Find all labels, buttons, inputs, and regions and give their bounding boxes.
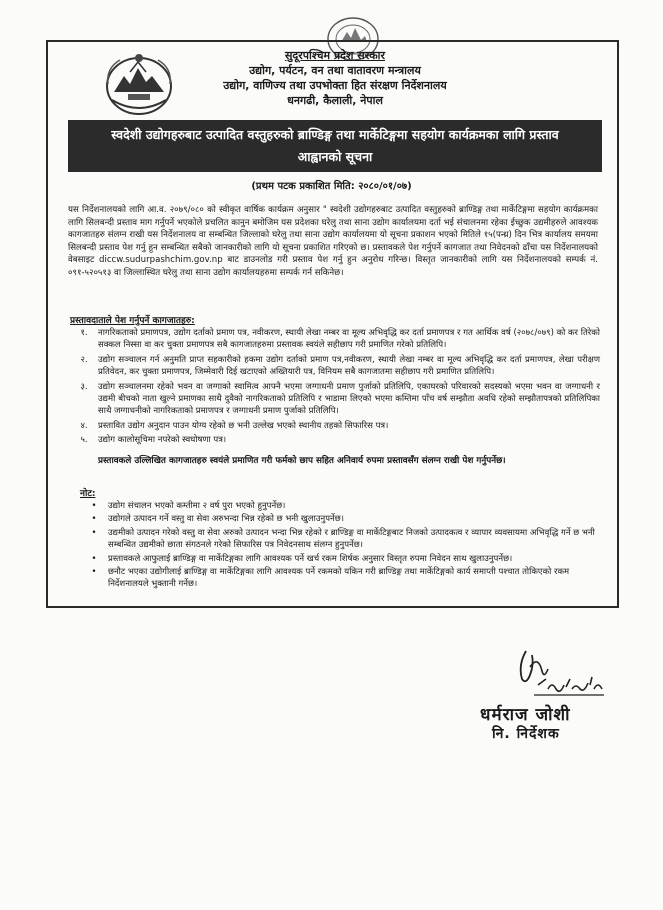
note-text: उद्योग संचालन भएको कम्तीमा २ वर्ष पुरा भएको हुनुपर्नेछ। <box>108 501 286 511</box>
item-text: नागरिकताको प्रमाणपत्र, उद्योग दर्ताको प्रमाण पत्र, नवीकरण, स्थायी लेखा नम्बर वा मूल्य अभिवृद्धि कर दर्ता प्रमाणपत्र र गत आर्थिक वर्ष (२०७८/०७९) को कर तिरेको सक्कल निस्सा वा कर चुक्ता प्रमाणपत्र सबै कागजातहरुमा प्रस्तावक स्वयंले सहीछाप गरी प्रमाणित गरेको प्रतिलिपि। <box>98 328 600 351</box>
list-item <box>80 566 600 591</box>
note-heading: नोट: <box>80 489 96 499</box>
banner-title-line2: आह्वानको सूचना <box>297 149 373 164</box>
item-text: उद्योग कालोसूचिमा नपरेको स्वघोषणा पत्र। <box>98 435 227 446</box>
signatory-title: नि. निर्देशक <box>492 726 560 742</box>
documents-list <box>70 327 600 449</box>
item-number: १. <box>80 328 88 338</box>
list-item <box>70 354 600 379</box>
note-text: प्रस्तावकले आफुलाई ब्राण्डिङ्ग वा मार्केटिङ्गका लागि आवश्यक पर्ने खर्च रकम शिर्षक अनुसार विस्तृत रुपमा निवेदन साथ खुलाउनुपर्नेछ। <box>108 553 513 564</box>
documents-submission-note: प्रस्तावकले उल्लिखित कागजातहरु स्वयंले प्रमाणित गरी फर्मको छाप सहित अनिवार्य रुपमा प्रस्तावसँग संलग्न राखी पेश गर्नुपर्नेछ। <box>98 456 506 466</box>
government-emblem-icon <box>100 48 178 120</box>
item-text: प्रस्तावित उद्योग अनुदान पाउन योग्य रहेको छ भनी उल्लेख भएको स्थानीय तहको सिफारिस पत्र। <box>98 420 389 431</box>
publication-date: (प्रथम पटक प्रकाशित मिति: २०८०/०१/०७) <box>251 181 412 192</box>
banner-title-line1: स्वदेशी उद्योगहरुबाट उत्पादित वस्तुहरुको ब्राण्डिङ्ग तथा मार्केटिङ्गमा सहयोग कार्यक्रमका लागि प्रस्ताव <box>111 127 559 142</box>
list-item <box>80 513 600 525</box>
list-item <box>80 500 600 512</box>
list-item <box>80 527 600 552</box>
header-province: सुदूरपश्चिम प्रदेश सरकार <box>284 49 386 62</box>
list-item <box>70 420 600 432</box>
notice-body-paragraph: यस निर्देशनालयको लागि आ.व. २०७९/०८० को स्वीकृत वार्षिक कार्यक्रम अनुसार " स्वदेशी उद्योगहरुबाट उत्पादित वस्तुहरुको ब्राण्डिङ्ग तथा मार्केटिङ्गमा सहयोग कार्यक्रमका लागि सिलबन्दी प्रस्ताव माग गर्नुपर्ने भएकोले प्रचलित कानुन बमोजिम यस प्रदेशका घरेलु तथा साना उद्योग कार्यालयमा दर्ता भई संचालनमा रहेका ईच्छुक उद्यमीहरुले आवश्यक कागजातहरु संलग्न राखी यस निर्देशनालय वा सम्बन्धित जिल्लाको घरेलु तथा साना उद्योग कार्यालयमा यो सूचना प्रकाशन भएको मितिले १५(पन्ध्र) दिन भित्र कार्यालय समयमा सिलबन्दी प्रस्ताव पेश गर्नु हुन सम्बन्धित सबैको जानकारीको लागि यो सूचना प्रकाशित गरिएको छ। प्रस्तावकले पेश गर्नुपर्ने कागजात तथा निवेदनको ढाँचा यस निर्देशनालयको वेबसाइट diccw.sudurpashchim.gov.np बाट डाउनलोड गरी प्रस्ताव पेश गर्नु हुन अनुरोध गरिन्छ। विस्तृत जानकारीको लागि यस निर्देशनालयको सम्पर्क नं. ०९१-५२०५१३ वा जिल्लास्थित घरेलु तथा साना उद्योग कार्यालयहरुमा सम्पर्क गर्न सकिनेछ। <box>68 205 598 278</box>
item-number: ३. <box>80 381 88 392</box>
note-text: उद्यमीको उत्पादन गरेको वस्तु वा सेवा अरुको उत्पादन भन्दा भिन्न रहेको र ब्राण्डिङ्ग वा मार्केटिङ्गबाट निजको उत्पादकत्व र व्यापार व्यवसायमा अभिवृद्धि गर्ने छ भनी सम्बन्धित उद्यमीको छाता संगठनले गरेको सिफारिस पत्र निवेदनसाथ संलग्न हुनुपर्नेछ। <box>108 527 595 551</box>
item-text: उद्योग सञ्चालन गर्न अनुमति प्राप्त सहकारीको हकमा उद्योग दर्ताको प्रमाण पत्र,नवीकरण, स्थायी लेखा नम्बर वा मूल्य अभिवृद्धि कर दर्ता प्रमाणपत्र, लेखा परीक्षण प्रतिवेदन, कर चुक्ता प्रमाणपत्र, जिम्मेवारी दिई खटाएको अख्तियारी पत्र, विनियम सबै कागजातमा सहीछाप गरी प्रमाणित प्रतिलिपि। <box>98 354 600 378</box>
list-item <box>70 327 600 352</box>
office-header <box>190 48 480 108</box>
bullet-icon: • <box>91 501 97 511</box>
item-text: उद्योग सञ्चालनमा रहेको भवन वा जग्गाको स्वामित्व आफ्नै भएमा जग्गाधनी प्रमाण पुर्जाको प्रतिलिपि, एकाघरको परिवारको सदस्यको भएमा भवन वा जग्गाधनी र उद्यमी बीचको नाता खुल्ने प्रमाणका साथै दुवैको नागरिकताको प्रतिलिपि र भाडामा लिएको भएमा कम्तिमा पाँच वर्ष सम्झौता अवधि रहेको सम्झौतापत्रको प्रतिलिपिका साथै जग्गाधनीको नागरिकताको प्रमाणपत्र र जग्गाधनी प्रमाण पुर्जाको प्रतिलिपि। <box>98 381 600 417</box>
list-item <box>70 434 600 446</box>
note-text: उद्योगले उत्पादन गर्ने वस्तु वा सेवा अरुभन्दा भिन्न रहेको छ भनी खुलाउनुपर्नेछ। <box>108 514 344 525</box>
list-item <box>80 553 600 565</box>
list-item <box>70 381 600 418</box>
documents-heading: प्रस्तावदाताले पेश गर्नुपर्ने कागजातहरु: <box>70 316 195 326</box>
bullet-icon: • <box>91 553 97 564</box>
header-ministry: उद्योग, पर्यटन, वन तथा वातावरण मन्त्रालय <box>249 64 421 77</box>
item-number: ४. <box>80 420 88 431</box>
header-directorate: उद्योग, वाणिज्य तथा उपभोक्ता हित संरक्षण निर्देशनालय <box>223 79 447 92</box>
item-number: २. <box>80 354 88 365</box>
notice-title-banner <box>68 120 602 172</box>
bullet-icon: • <box>91 514 97 525</box>
handwritten-signature-icon <box>508 645 608 705</box>
note-text: छनौट भएका उद्योगीलाई ब्राण्डिङ्ग वा मार्केटिङ्गका लागि आवश्यक पर्ने रकमको यकिन गरी ब्राण्डिङ्ग तथा मार्केटिङ्गको कार्य समाप्ती पश्चात तोकिएको रकम निर्देशनालयले भुक्तानी गर्नेछ। <box>108 567 570 590</box>
bullet-icon: • <box>91 567 97 578</box>
item-number: ५. <box>80 435 88 446</box>
header-address: धनगढी, कैलाली, नेपाल <box>287 94 383 107</box>
signatory-name: धर्मराज जोशी <box>480 705 571 725</box>
notes-list <box>80 500 600 592</box>
bullet-icon: • <box>91 527 97 538</box>
